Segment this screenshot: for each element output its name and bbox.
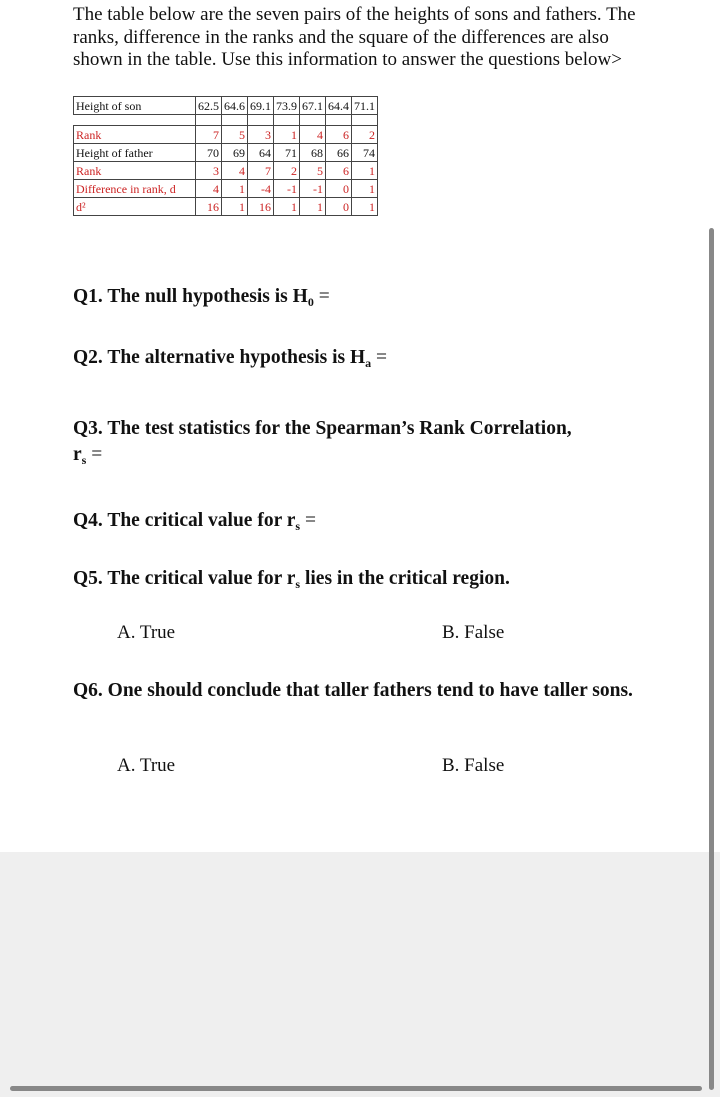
question-2: Q2. The alternative hypothesis is $H_a$ =	[73, 347, 388, 370]
table-cell: 4	[196, 180, 222, 198]
table-spacer-row	[74, 115, 378, 126]
page-background	[0, 852, 720, 1097]
table-cell: 7	[196, 126, 222, 144]
table-row	[74, 162, 378, 180]
table-cell: 74	[352, 144, 378, 162]
row-label: Rank	[74, 162, 196, 180]
table-cell: 64.6	[222, 97, 248, 115]
table-cell: 2	[352, 126, 378, 144]
table-cell: 5	[222, 126, 248, 144]
table-cell: 7	[248, 162, 274, 180]
table-cell: 68	[300, 144, 326, 162]
table-cell: 5	[300, 162, 326, 180]
table-cell: 1	[222, 180, 248, 198]
q6-option-b[interactable]: B. False	[442, 755, 505, 776]
table-cell: -4	[248, 180, 274, 198]
question-3: Q3. The test statistics for the Spearman’s Rank Correlation, $r_s$ =	[73, 418, 572, 467]
table-cell: 64	[248, 144, 274, 162]
table-cell: 3	[196, 162, 222, 180]
table-row	[74, 180, 378, 198]
table-cell: 1	[352, 198, 378, 216]
row-label: Height of son	[74, 97, 196, 115]
question-6: Q6. One should conclude that taller fathers tend to have taller sons.	[73, 680, 633, 701]
row-label: d²	[74, 198, 196, 216]
table-cell: 3	[248, 126, 274, 144]
table-cell: 0	[326, 180, 352, 198]
table-cell: 6	[326, 162, 352, 180]
table-cell: 1	[352, 162, 378, 180]
table-cell: 1	[352, 180, 378, 198]
table-cell: 16	[196, 198, 222, 216]
table-cell: 69	[222, 144, 248, 162]
table-cell: 67.1	[300, 97, 326, 115]
table-cell: 2	[274, 162, 300, 180]
question-1: Q1. The null hypothesis is $H_0$ =	[73, 286, 330, 309]
horizontal-scrollbar[interactable]	[10, 1086, 702, 1091]
table-cell: 62.5	[196, 97, 222, 115]
row-label: Difference in rank, d	[74, 180, 196, 198]
table-cell: -1	[300, 180, 326, 198]
table-cell: 1	[222, 198, 248, 216]
table-cell: 6	[326, 126, 352, 144]
table-cell: 1	[274, 126, 300, 144]
table-cell: 1	[300, 198, 326, 216]
table-row	[74, 198, 378, 216]
q5-option-a[interactable]: A. True	[117, 622, 176, 643]
heights-table	[73, 96, 378, 216]
question-5: Q5. The critical value for $r_s$ lies in the critical region.	[73, 568, 510, 591]
table-cell: 4	[300, 126, 326, 144]
table-cell: 71	[274, 144, 300, 162]
table-row	[74, 97, 378, 115]
q6-option-a[interactable]: A. True	[117, 755, 176, 776]
table-cell: 71.1	[352, 97, 378, 115]
row-label: Rank	[74, 126, 196, 144]
row-label: Height of father	[74, 144, 196, 162]
table-row	[74, 144, 378, 162]
table-cell: 4	[222, 162, 248, 180]
table-cell: 0	[326, 198, 352, 216]
table-cell: 16	[248, 198, 274, 216]
table-cell: 64.4	[326, 97, 352, 115]
question-4: Q4. The critical value for $r_s$ =	[73, 510, 316, 533]
table-cell: 1	[274, 198, 300, 216]
table-cell: 66	[326, 144, 352, 162]
q5-option-b[interactable]: B. False	[442, 622, 505, 643]
vertical-scrollbar[interactable]	[709, 228, 714, 1090]
table-cell: -1	[274, 180, 300, 198]
table-row	[74, 126, 378, 144]
table-cell: 70	[196, 144, 222, 162]
table-cell: 73.9	[274, 97, 300, 115]
table-cell: 69.1	[248, 97, 274, 115]
intro-paragraph: The table below are the seven pairs of the heights of sons and fathers. The ranks, difference in the ranks and the square of the differences are also shown in the table. Use this information to answer the questions below>	[73, 4, 636, 70]
